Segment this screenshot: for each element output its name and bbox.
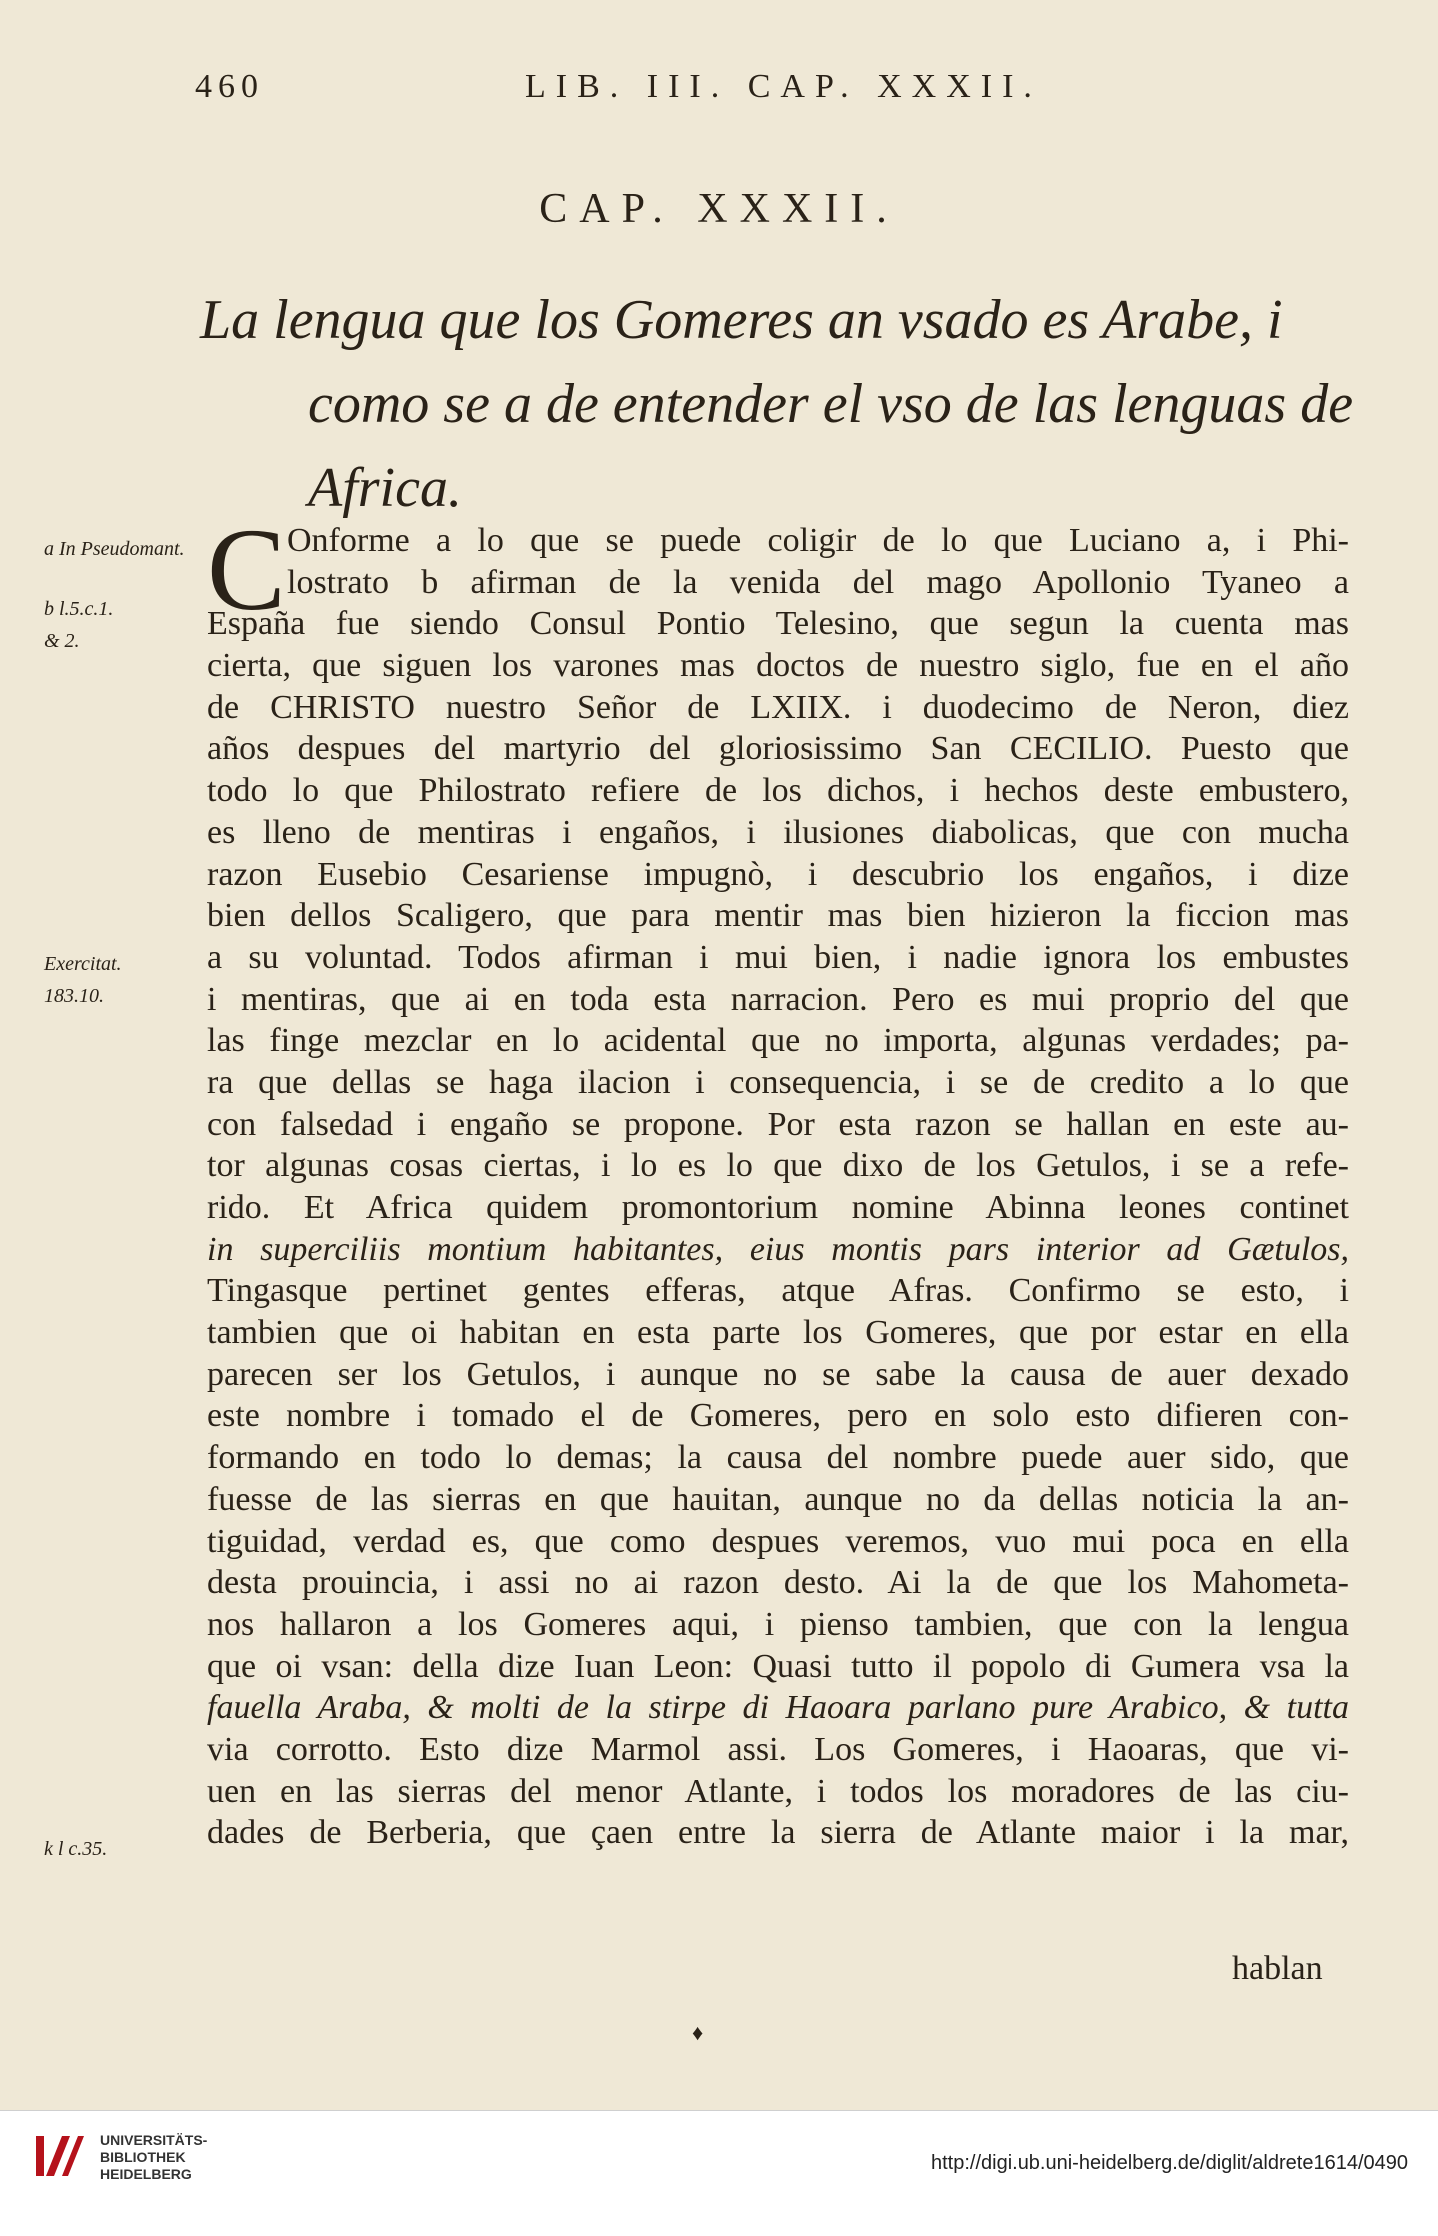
- text-line: desta prouincia, i assi no ai razon desto. Ai la de que los Mahometa-: [207, 1564, 1349, 1602]
- text-line: tambien que oi habitan en esta parte los Gomeres, que por estar en ella: [207, 1314, 1349, 1352]
- page-number: 460: [195, 68, 264, 105]
- source-url-link[interactable]: http://digi.ub.uni-heidelberg.de/diglit/aldrete1614/0490: [930, 2152, 1408, 2174]
- text-line: fauella Araba, & molti de la stirpe di Haoara parlano pure Arabico, & tutta: [207, 1689, 1349, 1727]
- margin-note: & 2.: [44, 630, 80, 652]
- text-line: España fue siendo Consul Pontio Telesino, que segun la cuenta mas: [207, 605, 1349, 643]
- text-line: a su voluntad. Todos afirman i mui bien, i nadie ignora los embustes: [207, 938, 1349, 976]
- chapter-title-line: Africa.: [308, 457, 462, 519]
- text-line: uen en las sierras del menor Atlante, i todos los moradores de las ciu-: [207, 1772, 1349, 1810]
- text-line: lostrato b afirman de la venida del mago Apollonio Tyaneo a: [287, 563, 1349, 601]
- text-line: este nombre i tomado el de Gomeres, pero en solo esto difieren con-: [207, 1397, 1349, 1435]
- text-line: con falsedad i engaño se propone. Por esta razon se hallan en este au-: [207, 1105, 1349, 1143]
- chapter-heading: CAP. XXXII.: [539, 186, 899, 232]
- margin-note: k l c.35.: [44, 1838, 108, 1860]
- library-name-line: UNIVERSITÄTS-: [100, 2132, 208, 2148]
- margin-note: Exercitat.: [44, 953, 122, 975]
- text-line: rido. Et Africa quidem promontorium nomine Abinna leones continet: [207, 1189, 1349, 1226]
- library-name: [100, 2132, 207, 2183]
- text-line: ra que dellas se haga ilacion i consequencia, i se de credito a lo que: [207, 1063, 1349, 1101]
- text-line: que oi vsan: della dize Iuan Leon: Quasi tutto il popolo di Gumera vsa la: [207, 1647, 1349, 1685]
- text-line: Tingasque pertinet gentes efferas, atque Afras. Confirmo se esto, i: [207, 1272, 1349, 1310]
- chapter-title-line: como se a de entender el vso de las lenguas de: [308, 373, 1354, 435]
- text-line: bien dellos Scaligero, que para mentir mas bien hizieron la ficcion mas: [207, 897, 1349, 935]
- text-line: nos hallaron a los Gomeres aqui, i pienso tambien, que con la lengua: [207, 1605, 1349, 1643]
- text-line: in superciliis montium habitantes, eius montis pars interior ad Gætulos,: [207, 1230, 1349, 1268]
- margin-note: a In Pseudomant.: [44, 538, 185, 560]
- running-head: [195, 68, 1335, 112]
- text-line: razon Eusebio Cesariense impugnò, i descubrio los engaños, i dize: [207, 855, 1349, 893]
- margin-note: 183.10.: [44, 985, 104, 1007]
- body-text: [207, 504, 1349, 1854]
- text-line: tor algunas cosas ciertas, i lo es lo que dixo de los Getulos, i se a refe-: [207, 1147, 1349, 1185]
- text-line: i mentiras, que ai en toda esta narracion. Pero es mui proprio del que: [207, 980, 1349, 1018]
- ornament-dot-icon: ♦: [692, 2020, 704, 2045]
- running-title: LIB. III. CAP. XXXII.: [525, 68, 1042, 105]
- text-line: cierta, que siguen los varones mas doctos de nuestro siglo, fue en el año: [207, 647, 1349, 685]
- text-line: años despues del martyrio del gloriosissimo San CECILIO. Puesto que: [207, 730, 1349, 768]
- text-line: de CHRISTO nuestro Señor de LXIIX. i duodecimo de Neron, diez: [207, 688, 1349, 726]
- library-name-line: BIBLIOTHEK: [100, 2149, 186, 2165]
- library-logo-icon: [32, 2128, 88, 2184]
- text-line: fuesse de las sierras en que hauitan, aunque no da dellas noticia la an-: [207, 1480, 1349, 1518]
- text-line: las finge mezclar en lo acidental que no importa, algunas verdades; pa-: [207, 1022, 1349, 1060]
- text-line: parecen ser los Getulos, i aunque no se sabe la causa de auer dexado: [207, 1355, 1349, 1393]
- text-line: es lleno de mentiras i engaños, i ilusiones diabolicas, que con mucha: [207, 813, 1349, 851]
- text-line: todo lo que Philostrato refiere de los dichos, i hechos deste embustero,: [207, 772, 1349, 810]
- chapter-title-line: La lengua que los Gomeres an vsado es Arabe, i: [200, 289, 1283, 351]
- chapter-title: [200, 278, 1360, 530]
- text-line: via corrotto. Esto dize Marmol assi. Los Gomeres, i Haoaras, que vi-: [207, 1730, 1349, 1768]
- library-name-line: HEIDELBERG: [100, 2166, 192, 2182]
- text-line: formando en todo lo demas; la causa del nombre puede auer sido, que: [207, 1439, 1349, 1477]
- catchword: hablan: [1232, 1950, 1323, 1987]
- drop-cap: C: [207, 504, 286, 635]
- margin-note: b l.5.c.1.: [44, 598, 114, 620]
- text-line: tiguidad, verdad es, que como despues veremos, vuo mui poca en ella: [207, 1522, 1349, 1560]
- text-line: Onforme a lo que se puede coligir de lo que Luciano a, i Phi-: [287, 522, 1349, 559]
- text-line: dades de Berberia, que çaen entre la sierra de Atlante maior i la mar,: [207, 1814, 1349, 1852]
